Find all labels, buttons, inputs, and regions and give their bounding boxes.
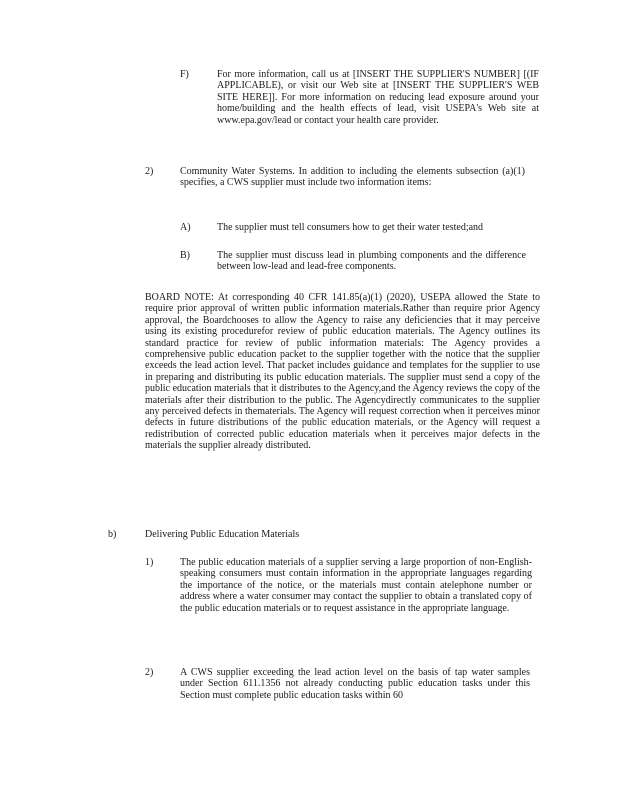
item-1-deliver-text: The public education materials of a supplier serving a large proportion of non-English-speaking consumers must contain information in the appropriate languages regarding the importance of the notice, or the materials must contain atelephone number or address where a water consumer may contact the supplier to obtain a translated copy of the public education materials or to request assistance in the appropriate language.: [180, 557, 532, 614]
item-b-label: B): [180, 250, 190, 261]
item-f-label: F): [180, 69, 189, 80]
item-1-deliver-label: 1): [145, 557, 154, 568]
item-a-label: A): [180, 222, 191, 233]
item-2-cws-label: 2): [145, 166, 154, 177]
item-2-deliver-text: A CWS supplier exceeding the lead action level on the basis of tap water samples under Section 611.1356 not already conducting public education tasks under this Section must complete public education tasks within 60: [180, 667, 530, 701]
item-f-text: For more information, call us at [INSERT THE SUPPLIER'S NUMBER] [(IF APPLICABLE), or visit our Web site at [INSERT THE SUPPLIER'S WEB SITE HERE]]. For more information on reducing lead exposure around your home/building and the health effects of lead, visit USEPA's Web site at www.epa.gov/lead or contact your health care provider.: [217, 69, 539, 126]
item-2-deliver-label: 2): [145, 667, 154, 678]
item-b-text: The supplier must discuss lead in plumbing components and the difference between low-lead and lead-free components.: [217, 250, 526, 273]
section-b-heading: Delivering Public Education Materials: [145, 529, 300, 540]
section-b-label: b): [108, 529, 117, 540]
item-a-text: The supplier must tell consumers how to get their water tested;and: [217, 222, 484, 233]
item-2-cws-text: Community Water Systems. In addition to including the elements subsection (a)(1) specifies, a CWS supplier must include two information items:: [180, 166, 525, 189]
board-note: BOARD NOTE: At corresponding 40 CFR 141.85(a)(1) (2020), USEPA allowed the State to require prior approval of written public information materials.Rather than require prior Agency approval, the Boardchooses to allow the Agency to raise any deficiencies that it may perceive using its existing procedurefor review of public education materials. The Agency outlines its standard practice for review of public information materials: The Agency provides a comprehensive public education packet to the supplier together with the notice that the supplier exceeds the lead action level. That packet includes guidance and templates for the supplier to use in preparing and distributing its public education materials. The supplier must send a copy of the public education materials that it distributes to the Agency,and the Agency reviews the copy of the materials after their distribution to the public. The Agencydirectly communicates to the supplier any perceived defects in thematerials. The Agency will request correction when it perceives minor defects in future distributions of the public education materials, or the Agency will request a redistribution of corrected public education materials when it perceives major defects in the materials the supplier already distributed.: [145, 292, 540, 452]
